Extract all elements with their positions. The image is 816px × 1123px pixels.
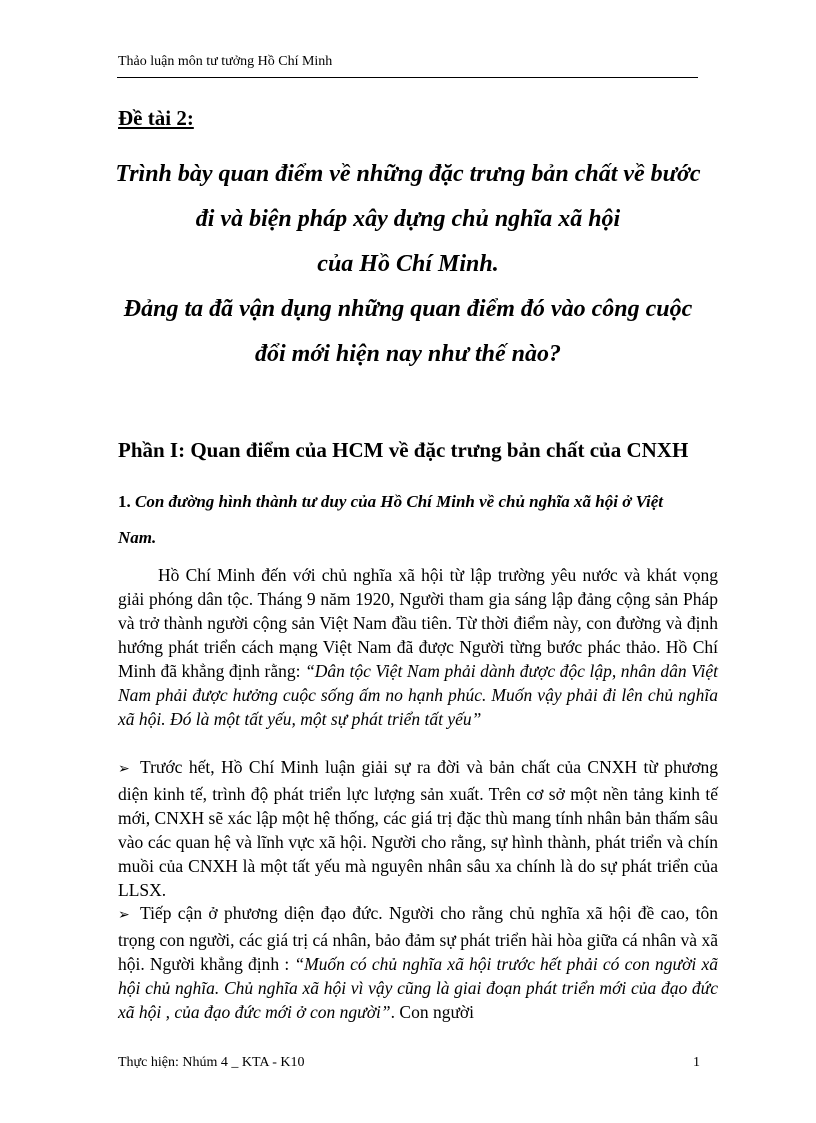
quote-text: “Muốn có chủ nghĩa xã hội trước hết phải có con người xã hội chủ nghĩa. Chủ nghĩa xã hội vì vậy cũng là giai đoạn phát triển mới của đạo đức xã hội , của đạo đức mới ở con người” xyxy=(118,954,718,1022)
document-title xyxy=(100,152,716,377)
title-line: của Hồ Chí Minh. xyxy=(317,251,499,277)
paragraph-text: Tiếp cận ở phương diện đạo đức. Người cho rằng chủ nghĩa xã hội đề cao, tôn trọng con người, các giá trị cá nhân, bảo đảm sự phát triển hài hòa giữa cá nhân và xã hội. Người khẳng định : xyxy=(118,903,718,974)
paragraph-text: Hồ Chí Minh đến với chủ nghĩa xã hội từ lập trường yêu nước và khát vọng giải phóng dân tộc. Tháng 9 năm 1920, Người tham gia sáng lập đảng cộng sản Pháp và trở thành người cộng sản Việt Nam đầu tiên. Từ thời điểm này, con đường và định hướng phát triển cách mạng Việt Nam đã được Người từng bước phác thảo. Hồ Chí Minh đã khẳng định rằng: xyxy=(118,565,718,681)
page-number: 1 xyxy=(693,1055,700,1070)
section-heading xyxy=(118,484,702,556)
part-heading: Phần I: Quan điểm của HCM về đặc trưng bản chất của CNXH xyxy=(118,438,689,462)
arrow-bullet-icon: ➢ xyxy=(118,762,130,777)
paragraph-intro xyxy=(118,563,718,731)
paragraph-ethics xyxy=(118,901,718,1024)
page-header: Thảo luận môn tư tưởng Hồ Chí Minh xyxy=(118,54,333,69)
quote-text: “Dân tộc Việt Nam phải dành được độc lập, nhân dân Việt Nam phải được hưởng cuộc sống ấm no hạnh phúc. Muốn vậy phải đi lên chủ nghĩa xã hội. Đó là một tất yếu, một sự phát triển tất yếu” xyxy=(118,661,719,729)
paragraph-text: Trước hết, Hồ Chí Minh luận giải sự ra đời và bản chất của CNXH từ phương diện kinh tế, trình độ phát triển lực lượng sản xuất. Trên cơ sở một nền tảng kinh tế mới, CNXH sẽ xác lập một hệ thống, các giá trị đặc thù mang tính nhân bản thấm sâu vào các quan hệ và lĩnh vực xã hội. Người cho rằng, sự hình thành, phát triển và chín muồi của CNXH là một tất yếu mà nguyên nhân sâu xa chính là do sự phát triển của LLSX. xyxy=(118,757,718,900)
paragraph-economic xyxy=(118,755,718,902)
page-footer: Thực hiện: Nhúm 4 _ KTA - K10 xyxy=(118,1055,305,1070)
title-line: đổi mới hiện nay như thế nào? xyxy=(255,341,561,367)
header-divider xyxy=(117,77,698,78)
topic-label: Đề tài 2: xyxy=(118,106,194,130)
title-line: đi và biện pháp xây dựng chủ nghĩa xã hội xyxy=(195,206,621,232)
section-title: Con đường hình thành tư duy của Hồ Chí Minh về chủ nghĩa xã hội ở Việt Nam. xyxy=(118,492,663,547)
arrow-bullet-icon: ➢ xyxy=(118,908,130,923)
title-line: Trình bày quan điểm về những đặc trưng bản chất về bước xyxy=(115,161,701,187)
section-number: 1. xyxy=(118,492,131,511)
paragraph-text-tail: . Con người xyxy=(390,1002,475,1022)
title-line: Đảng ta đã vận dụng những quan điểm đó vào công cuộc xyxy=(123,296,693,322)
